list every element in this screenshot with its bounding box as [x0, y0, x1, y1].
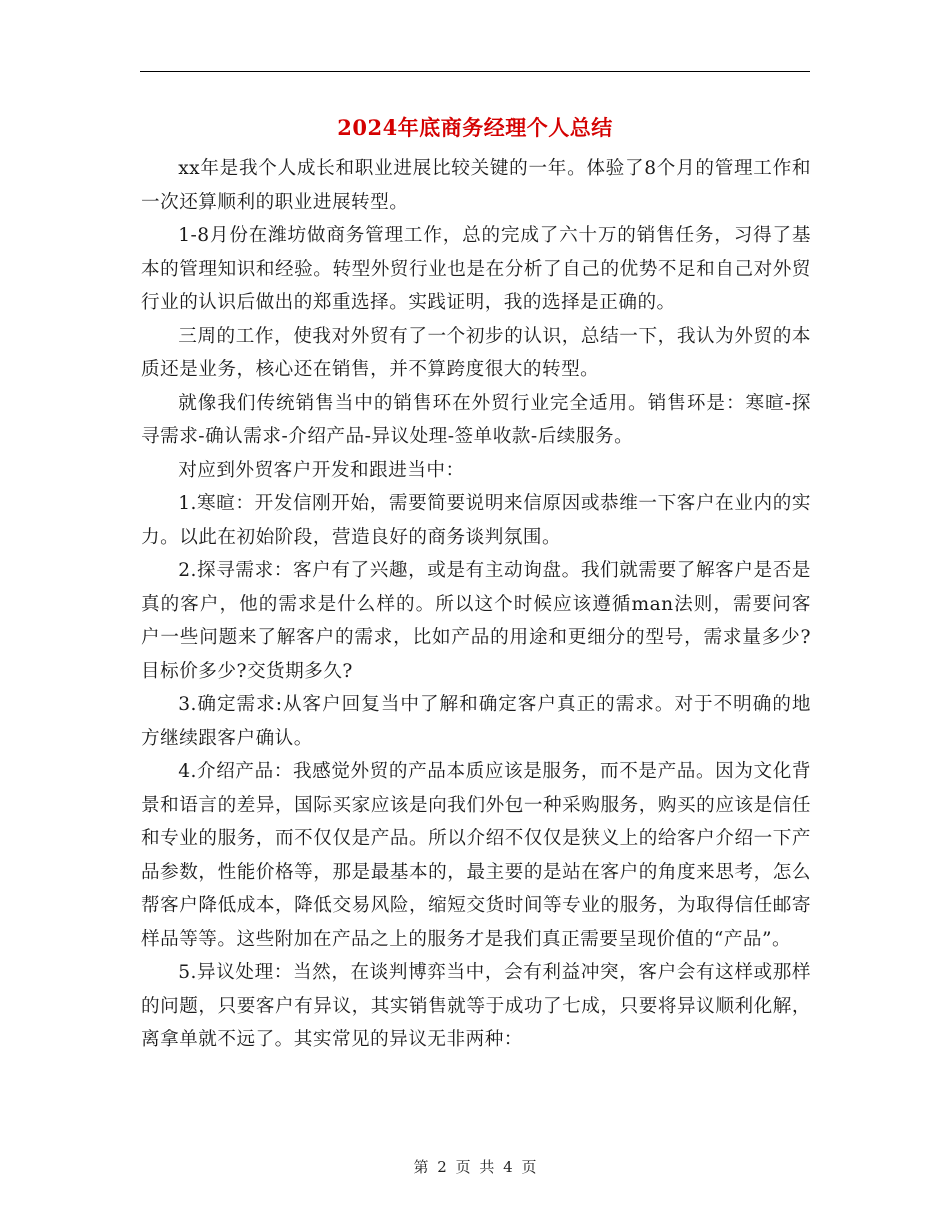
paragraph: 4.介绍产品：我感觉外贸的产品本质应该是服务，而不是产品。因为文化背景和语言的差异，国际买家应该是向我们外包一种采购服务，购买的应该是信任和专业的服务，而不仅仅是产品。所以介绍不仅仅是狭义上的给客户介绍一下产品参数，性能价格等，那是最基本的，最主要的是站在客户的角度来思考，怎么帮客户降低成本，降低交易风险，缩短交货时间等专业的服务，为取得信任邮寄样品等等。这些附加在产品之上的服务才是我们真正需要呈现价值的“产品”。 [141, 761, 811, 950]
paragraph: 3.确定需求:从客户回复当中了解和确定客户真正的需求。对于不明确的地方继续跟客户确认。 [141, 694, 811, 749]
document-title: 2024年底商务经理个人总结 [337, 115, 613, 140]
paragraph: 1.寒暄：开发信刚开始，需要简要说明来信原因或恭维一下客户在业内的实力。以此在初始阶段，营造良好的商务谈判氛围。 [141, 493, 811, 548]
paragraph: 5.异议处理：当然，在谈判博弈当中，会有利益冲突，客户会有这样或那样的问题，只要客户有异议，其实销售就等于成功了七成，只要将异议顺利化解，离拿单就不远了。其实常见的异议无非两种： [141, 962, 811, 1050]
paragraph: 就像我们传统销售当中的销售环在外贸行业完全适用。销售环是：寒暄-探寻需求-确认需求-介绍产品-异议处理-签单收款-后续服务。 [141, 392, 811, 447]
paragraph: 1-8月份在潍坊做商务管理工作，总的完成了六十万的销售任务，习得了基本的管理知识和经验。转型外贸行业也是在分析了自己的优势不足和自己对外贸行业的认识后做出的郑重选择。实践证明，我的选择是正确的。 [141, 225, 811, 313]
page-number-footer: 第 2 页 共 4 页 [413, 1158, 537, 1176]
document-body [141, 152, 811, 1057]
header-rule [140, 71, 810, 72]
paragraph: xx年是我个人成长和职业进展比较关键的一年。体验了8个月的管理工作和一次还算顺利的职业进展转型。 [141, 158, 811, 213]
paragraph: 三周的工作，使我对外贸有了一个初步的认识，总结一下，我认为外贸的本质还是业务，核心还在销售，并不算跨度很大的转型。 [141, 325, 811, 380]
paragraph: 2.探寻需求：客户有了兴趣，或是有主动询盘。我们就需要了解客户是否是真的客户，他的需求是什么样的。所以这个时候应该遵循man法则，需要问客户一些问题来了解客户的需求，比如产品的用途和更细分的型号，需求量多少?目标价多少?交货期多久? [141, 560, 811, 682]
paragraph: 对应到外贸客户开发和跟进当中： [178, 459, 465, 481]
